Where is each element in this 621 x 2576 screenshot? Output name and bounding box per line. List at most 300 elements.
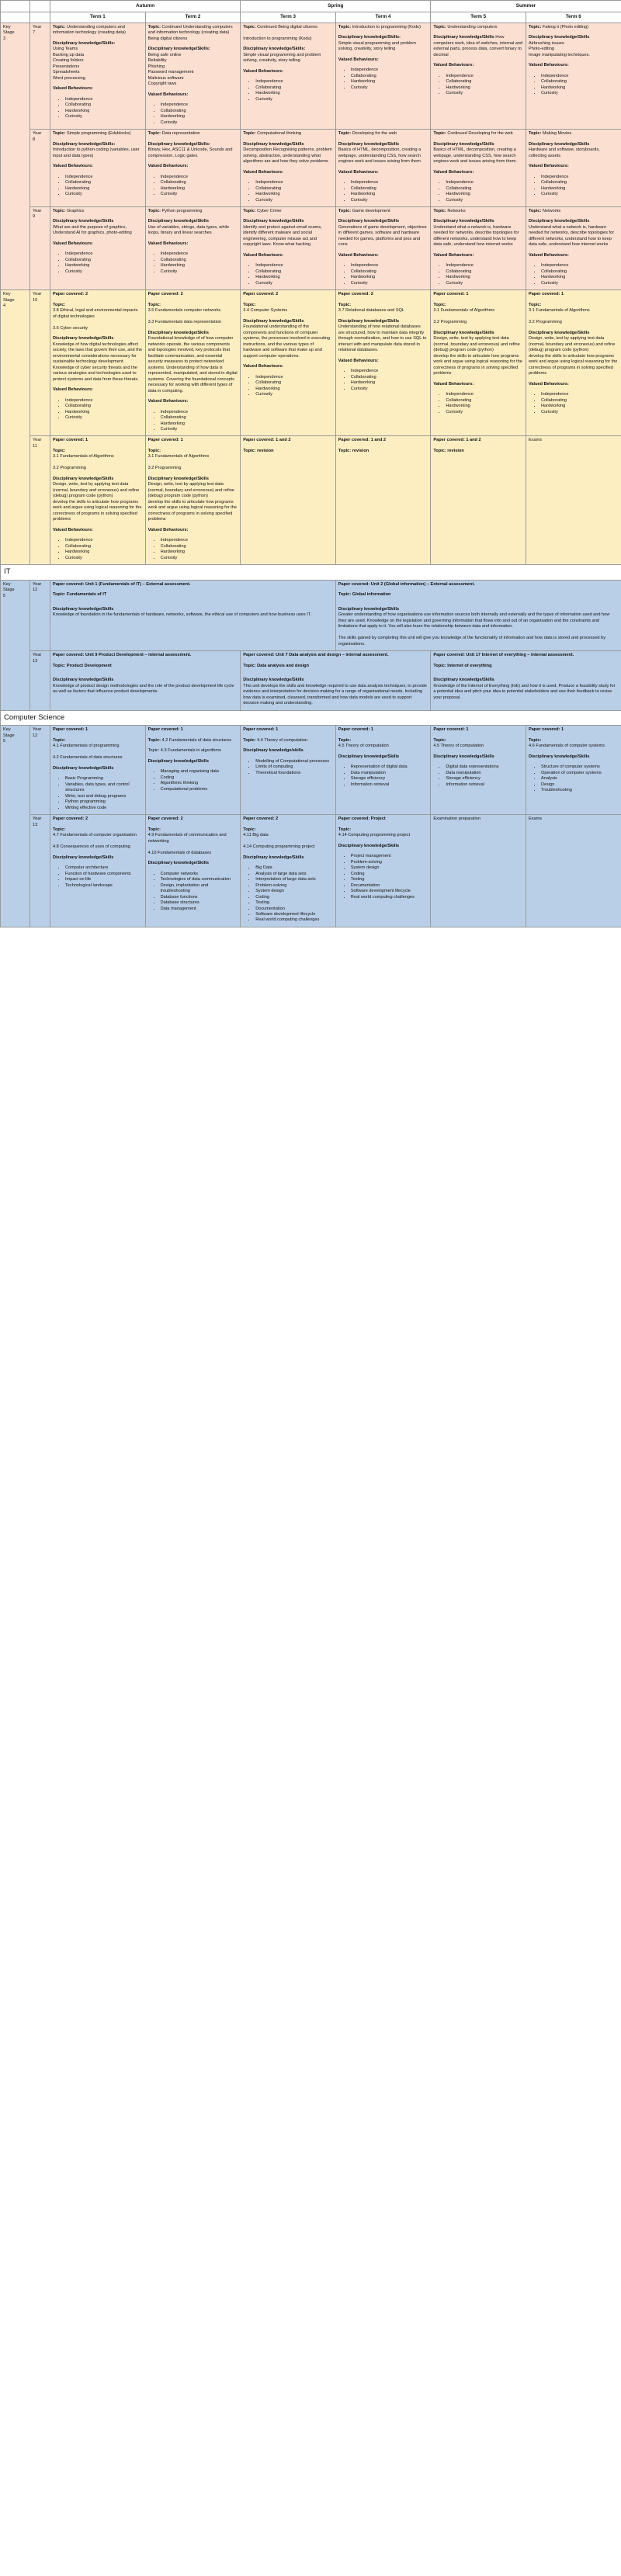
list-item: • Curiosity (161, 192, 238, 197)
skills-label: Disciplinary knowledge/Skills (433, 219, 494, 224)
list-item: • Testing (351, 877, 428, 882)
topic-block (53, 449, 143, 472)
list-item: • Independence (541, 392, 619, 397)
list-item: • Interpretation of large data sets (255, 877, 333, 882)
valued-behaviours-label: Valued Behaviours: (53, 241, 93, 246)
list-item: • Curiosity (65, 415, 143, 421)
topic-text: 3.1 Fundamentals of Algorithms 3.2 Programming (53, 454, 114, 471)
term-header-1: Term 1 (50, 12, 146, 23)
topic-block (148, 25, 238, 42)
skills-block (148, 219, 238, 236)
topic-label: Topic: (338, 737, 352, 743)
valued-behaviours-label: Valued Behaviours: (53, 527, 93, 532)
skills-label: Disciplinary knowledge/Skills: (243, 47, 306, 52)
valued-behaviours-list (338, 369, 428, 392)
list-item: • Hardworking (541, 275, 619, 280)
season-header-row (1, 1, 621, 12)
valued-behaviours-list (53, 251, 143, 275)
valued-behaviours-label: Valued Behaviours: (147, 241, 189, 246)
topic-block (148, 827, 238, 856)
topic-block (243, 303, 333, 314)
topic-block (338, 738, 428, 750)
list-item: • Operation of computer systems (541, 771, 619, 776)
list-item: • Design (541, 782, 619, 788)
skills-bullet-list (243, 759, 333, 776)
skills-block (338, 607, 619, 647)
list-item: • Basic Programming (65, 776, 143, 782)
valued-behaviours-label: Valued Behaviours: (243, 364, 284, 369)
list-item: • Writing effective code (65, 806, 143, 811)
list-item: • Collaborating (446, 79, 523, 85)
skills-block (243, 219, 333, 248)
list-item: • Curiosity (161, 427, 238, 432)
list-item: • Big Data (255, 865, 333, 871)
skills-block (53, 477, 143, 523)
list-item: • Real world computing challenges (255, 917, 333, 923)
skills-label: Disciplinary knowledge/Skills (53, 606, 114, 612)
list-item: • Collaborating (255, 186, 333, 192)
valued-behaviours-label: Valued Behaviours: (147, 399, 189, 404)
list-item: • Curiosity (541, 91, 619, 96)
list-item: • Curiosity (161, 269, 238, 275)
skills-label: Disciplinary knowledge/Skills (338, 318, 400, 324)
list-item: • Design, implantation and troubleshooting (161, 883, 238, 895)
valued-behaviours-label: Valued Behaviours: (338, 358, 379, 363)
list-item: • Collaborating (255, 269, 333, 275)
topic-label: Topic: (53, 827, 66, 832)
paper-covered-text: Paper covered: Unit 1 (Fundamentals of IT) – External assessment. (53, 581, 191, 587)
list-item: • Representation of digital data (351, 764, 428, 770)
skills-bullet-list (243, 865, 333, 924)
list-item: • Curiosity (351, 387, 428, 392)
paper-covered-text: Paper covered: 2 (147, 816, 183, 822)
row-year-13-cs (1, 815, 621, 927)
skills-text: Being safe online Reliability Phishing Password management Malicious software Copyright laws (147, 52, 194, 87)
skills-label: Disciplinary knowledge/Skills (147, 861, 209, 866)
paper-covered-text: Paper covered: 2 (53, 292, 88, 297)
term-header-3: Term 3 (241, 12, 336, 23)
list-item: • Curiosity (65, 556, 143, 561)
list-item: • Curiosity (541, 410, 619, 415)
list-item: • Curiosity (446, 198, 523, 203)
skills-bullet-list (148, 769, 238, 792)
topic-label: Topic: (147, 208, 161, 213)
skills-text: Using Teams Backing up data Creating folders Presentations Spreadsheets Word processing (53, 47, 85, 81)
topic-block (529, 131, 619, 137)
list-item: • Collaborating (161, 258, 238, 263)
skills-text: How computers work, idea of switches, internal and external parts, process data, convert binary to decimal (433, 35, 523, 57)
cell-year12cs-term4 (335, 726, 431, 815)
topic-text: Topic: Product Development (53, 663, 112, 668)
skills-text: Knowledge of foundation in the fundamentals of hardware, networks, software, the ethical use of computers and how business uses IT. (53, 612, 312, 618)
skills-label: Disciplinary knowledge/Skills: (147, 47, 210, 52)
header-spacer-stage-2 (1, 12, 30, 23)
cell-year13it-block1 (50, 651, 241, 710)
topic-block (243, 827, 333, 851)
topic-label: Topic: (528, 131, 542, 137)
skills-block (338, 319, 428, 354)
topic-text: Introduction to programming (Kodu) (352, 24, 422, 29)
topic-label: Topic: (147, 24, 161, 29)
topic-label: Topic: (243, 302, 256, 307)
list-item: • Hardworking (161, 263, 238, 269)
list-item: • Independence (541, 74, 619, 79)
valued-behaviours-list (529, 263, 619, 286)
list-item: • Hardworking (65, 186, 143, 192)
topic-text: Developing for the web (352, 131, 397, 137)
topic-block (53, 303, 143, 331)
skills-label: Disciplinary knowledge/Skills (243, 678, 304, 683)
topic-block (148, 449, 238, 472)
season-header-autumn: Autumn (50, 1, 241, 12)
valued-behaviours-label: Valued Behaviours: (243, 252, 284, 258)
list-item: • Coding (351, 872, 428, 877)
skills-text: Simple visual programming and problem solving, creativity, story telling (338, 40, 416, 52)
cell-year10-term2 (145, 290, 241, 436)
list-item: • Software development lifecycle (351, 889, 428, 894)
topic-block (338, 303, 428, 314)
topic-block (148, 738, 238, 744)
cell-year13cs-term2 (145, 815, 241, 927)
year-label-11: Year 11 (30, 436, 50, 565)
cell-year8-term3 (241, 130, 336, 207)
cell-year9-term6 (526, 206, 621, 289)
list-item: • Software development lifecycle (255, 912, 333, 917)
valued-behaviours-label: Valued Behaviours: (528, 164, 569, 169)
list-item: • Collaborating (351, 74, 428, 79)
list-item: • Structure of computer systems (541, 764, 619, 770)
list-item: • Collaborating (65, 404, 143, 409)
skills-label: Disciplinary knowledge/Skills (147, 219, 209, 224)
list-item: • Collaborating (541, 79, 619, 85)
list-item: • Independence (65, 398, 143, 404)
skills-block (433, 35, 523, 58)
paper-covered-text: Paper covered: 1 (243, 727, 279, 733)
banner-it: IT (1, 565, 621, 581)
list-item: • Hardworking (446, 192, 523, 197)
valued-behaviours-list (529, 392, 619, 415)
topic-text: Exams (528, 816, 543, 822)
topic-text: 4.14 Computing programming project (338, 833, 411, 838)
skills-label: Disciplinary knowledge/Skills (338, 843, 400, 848)
list-item: • Problem-solving (351, 860, 428, 865)
list-item: • Independence (541, 263, 619, 269)
skills-text: Design, write, test by applying test data (normal, boundary and erroneous) and refine (debug) program code (python) develop the skills to articulate how programs work and argue using logical reasoning for the correctness of programs in solving specified problems (433, 336, 522, 376)
topic-block (53, 209, 143, 214)
paper-covered-text: Paper covered: 1 (433, 727, 469, 733)
topic-block (338, 25, 428, 30)
cell-year7-term1 (50, 23, 146, 129)
list-item: • Collaborating (446, 186, 523, 192)
list-item: • Curiosity (255, 97, 333, 102)
topic-text: Networks (542, 208, 561, 213)
topic-block-2 (148, 748, 238, 754)
paper-covered-text: Paper covered: 2 (53, 816, 88, 822)
paper-covered-text: Paper covered: 1 and 2 (243, 438, 291, 443)
topic-text: 4.1 Fundamentals of programming 4.2 Fundamentals of data structures (53, 744, 123, 761)
list-item: • Algorithmic thinking (161, 781, 238, 786)
year-label-12-cs: Year 12 (30, 726, 50, 815)
list-item: • Hardworking (161, 550, 238, 555)
cell-year8-term1 (50, 130, 146, 207)
list-item: • Independence (255, 375, 333, 380)
paper-covered-text: Paper covered: 1 (338, 727, 373, 733)
list-item: • Documentation (255, 907, 333, 912)
list-item: • Hardworking (65, 550, 143, 555)
valued-behaviours-label: Valued Behaviours: (528, 381, 569, 387)
list-item: • Collaborating (65, 102, 143, 108)
list-item: • Hardworking (351, 79, 428, 85)
skills-text: Design, write, test by applying test data (normal, boundary and erroneous) and refine (debug) program code (python) develop the skills to articulate how programs work and argue using logical reasoning for the correctness of programs in solving specified problems (528, 336, 618, 376)
topic-text: Topic: revision (433, 448, 464, 453)
topic-block (433, 131, 523, 137)
cell-year12it-block2 (335, 580, 621, 650)
topic-label: Topic: (147, 131, 161, 137)
skills-block (243, 678, 428, 706)
skills-block (53, 41, 143, 81)
skills-block (148, 477, 238, 523)
list-item: • Modelling of Computational processes (255, 759, 333, 764)
topic-block (338, 827, 428, 839)
list-item: • Independence (161, 251, 238, 257)
cell-year10-term3 (241, 290, 336, 436)
cell-year12cs-term3 (241, 726, 336, 815)
topic-text: Cyber Crime (257, 208, 282, 213)
topic-label: Topic: (53, 208, 66, 213)
paper-covered-text: Paper covered: Unit 2 (Global information) – External assessment. (338, 581, 475, 587)
topic-text: 4.2 Fundamentals of data structures (160, 737, 232, 743)
valued-behaviours-label: Valued Behaviours: (338, 169, 379, 175)
list-item: • Independence (446, 180, 523, 185)
cell-year7-term3 (241, 23, 336, 129)
list-item: • Collaborating (161, 180, 238, 185)
list-item: • Curiosity (161, 120, 238, 126)
topic-block (433, 303, 523, 326)
paper-covered-text: Paper covered: Unit 9 Product Development – internal assessment. (53, 653, 192, 658)
skills-block (53, 142, 143, 159)
list-item: • Hardworking (541, 404, 619, 409)
valued-behaviours-list (243, 375, 333, 398)
topic-label-2: Topic: (147, 748, 160, 754)
list-item: • Collaborating (446, 269, 523, 275)
list-item: • Independence (255, 180, 333, 185)
skills-text: Foundational knowledge of of how computer networks operate, the various components and topologies involved, key protocols that facilitate communication, and essential security measures to protect networked systems. Understanding of how data is represented, manipulated, and stored in digital systems. Covering the foundational concepts necessary for working with different types of data in computing. (147, 336, 238, 394)
list-item: • Real world computing challenges (351, 895, 428, 900)
cell-year13cs-term1 (50, 815, 146, 927)
row-year-11 (1, 436, 621, 565)
stage-label-ks5-cs: Key Stage 5 (1, 726, 30, 927)
topic-text: 3.7 Relational databases and SQL (338, 308, 405, 314)
topic-block (338, 209, 428, 214)
cell-year10-term5 (431, 290, 526, 436)
topic-label: Topic: (147, 827, 161, 832)
term-header-2: Term 2 (145, 12, 241, 23)
list-item: • Independence (65, 175, 143, 180)
skills-text: Use of variables, strings, data types, while loops, binary and linear searches (147, 224, 230, 236)
topic-text: Faking it (Photo editing) (542, 24, 588, 29)
topic-label: Topic: (147, 448, 161, 453)
topic-block (338, 131, 428, 137)
topic-text: 4.6 Fundamentals of computer systems (528, 744, 605, 749)
cell-year9-term2 (145, 206, 241, 289)
valued-behaviours-label: Valued Behaviours: (147, 164, 189, 169)
topic-text: Simple programming (Edublocks) (66, 131, 131, 137)
skills-bullet-list (338, 764, 428, 788)
valued-behaviours-list (433, 180, 523, 203)
cell-year11-term4 (335, 436, 431, 565)
list-item: • Computer architecture (65, 865, 143, 871)
skills-label: Disciplinary knowledge/Skills (338, 754, 400, 759)
row-year-9 (1, 206, 621, 289)
list-item: • Curiosity (255, 281, 333, 286)
list-item: • Curiosity (446, 281, 523, 286)
topic-text: Computational thinking (257, 131, 302, 137)
term-header-row (1, 12, 621, 23)
skills-block (529, 219, 619, 248)
topic-block (148, 303, 238, 326)
skills-label: Disciplinary knowledge/Skills (338, 219, 400, 224)
skills-text: Design, write, test by applying test data (normal, boundary and erroneous) and refine (debug) program code (python) develop the skills to articulate how programs work and argue using logical reasoning for the correctness of programs in solving specified problems (147, 482, 238, 522)
topic-label: Topic: (528, 24, 542, 29)
exams-text: Exams (528, 438, 543, 443)
topic-label: Topic: (433, 302, 446, 307)
topic-text: 4.11 Big data 4.14 Computing programming project (243, 833, 315, 850)
list-item: • Hardworking (255, 387, 333, 392)
list-item: • Technologies of data communication (161, 877, 238, 882)
list-item: • Collaborating (255, 85, 333, 91)
list-item: • Hardworking (255, 275, 333, 280)
skills-text: Hardware and software, storyboards, collecting assets (528, 147, 600, 158)
list-item: • Independence (65, 97, 143, 102)
skills-label: Disciplinary knowledge/Skills (53, 855, 114, 860)
topic-text: 4.4 Theory of computation (255, 737, 308, 743)
stage-label-ks4: Key Stage 4 (1, 290, 30, 565)
topic-text: Understanding computers and information technology (creating data) (53, 24, 126, 36)
skills-text: Simple visual programming and problem solving, creativity, story telling (243, 52, 321, 64)
topic-text: Continued Being digital citizens Introduction to programming (Kodu) (243, 24, 317, 41)
valued-behaviours-label: Valued Behaviours: (338, 57, 379, 62)
list-item: • Curiosity (446, 91, 523, 96)
list-item: • Hardworking (541, 186, 619, 192)
banner-cs: Computer Science (1, 710, 621, 726)
cell-year13cs-term4 (335, 815, 431, 927)
topic-block (243, 25, 333, 42)
valued-behaviours-list (53, 97, 143, 120)
list-item: • Hardworking (351, 380, 428, 386)
topic-block (243, 738, 333, 744)
list-item: • Independence (255, 79, 333, 85)
skills-block (529, 142, 619, 159)
list-item: • Hardworking (65, 410, 143, 415)
topic-text: 3.1 Fundamentals of Algorithms 3.2 Programming (147, 454, 210, 471)
cell-year13cs-term5 (431, 815, 526, 927)
skills-label: Disciplinary knowledge/Skills (433, 678, 494, 683)
list-item: • Collaborating (541, 269, 619, 275)
skills-text: Binary, Hex, ASC11 & Unicode, Sounds and compression, Logic gates. (147, 147, 233, 158)
row-year-12-it (1, 580, 621, 650)
list-item: • Collaborating (351, 375, 428, 380)
list-item: • Curiosity (65, 192, 143, 197)
cell-year12cs-term2 (145, 726, 241, 815)
list-item: • Write, test and debug programs (65, 794, 143, 799)
skills-label: Disciplinary knowledge/Skills (243, 141, 304, 147)
skills-label: Disciplinary knowledge/Skills (433, 754, 494, 759)
skills-label: Disciplinary knowledge/Skills (147, 330, 209, 335)
list-item: • Hardworking (446, 85, 523, 91)
year-label-9: Year 9 (30, 206, 50, 289)
skills-label: Disciplinary knowledge/Skills (53, 476, 114, 481)
list-item: • Curiosity (161, 556, 238, 561)
valued-behaviours-label: Valued Behaviours: (243, 169, 284, 175)
list-item: • Hardworking (255, 192, 333, 197)
topic-text: 3.8 Ethical, legal and environmental impacts of digital technologies 3.6 Cyber security (53, 308, 138, 331)
topic-block (433, 25, 523, 30)
list-item: • Information retrieval (351, 782, 428, 788)
term-header-5: Term 5 (431, 12, 526, 23)
list-item: • Collaborating (541, 398, 619, 404)
skills-bullet-list (148, 872, 238, 912)
skills-block (338, 35, 428, 52)
row-year-12-cs (1, 726, 621, 815)
skills-block (148, 142, 238, 159)
skills-text: Understanding of how relational databases are structured, how to maintain data integrity through normalization, and how to use SQL to interact with and manipulate data stored in relational databases. (338, 324, 427, 353)
topic-label: Topic: (433, 131, 446, 137)
topic-label: Topic: (243, 827, 256, 832)
topic-text: Understanding computers (447, 24, 498, 29)
skills-block (53, 336, 143, 383)
list-item: • Database functions (161, 895, 238, 900)
list-item: • Independence (161, 102, 238, 108)
paper-covered-text: Paper covered: 1 (528, 727, 564, 733)
list-item: • Independence (65, 538, 143, 543)
list-item: • Independence (446, 392, 523, 397)
valued-behaviours-list (433, 263, 523, 286)
skills-bullet-list (53, 776, 143, 811)
topic-label: Topic: (338, 24, 352, 29)
topic-label: Topic: (433, 737, 446, 743)
topic-text: Making Movies (542, 131, 572, 137)
topic-block (53, 131, 143, 137)
banner-row-it (1, 565, 621, 581)
topic-block (53, 738, 143, 761)
list-item: • Collaborating (65, 180, 143, 185)
skills-label: Disciplinary knowledge/Skills (338, 606, 400, 612)
list-item: • Data manipulation (351, 771, 428, 776)
valued-behaviours-list (243, 263, 333, 286)
list-item: • Independence (446, 263, 523, 269)
skills-label: Disciplinary knowledge/Skills (53, 219, 114, 224)
list-item: • Independence (351, 180, 428, 185)
cell-year11-term1 (50, 436, 146, 565)
skills-label: Disciplinary knowledge/Skills (147, 476, 209, 481)
skills-text: Understand what a network is, hardware needed for networks, describe topologies for different networks, understand how to keep data safe, understand how internet works (528, 224, 615, 248)
topic-text: Game development (352, 208, 390, 213)
list-item: • Independence (161, 538, 238, 543)
paper-covered-text: Paper covered: Unit 7 Data analysis and design – internal assessment. (243, 653, 389, 658)
list-item: • Curiosity (351, 198, 428, 203)
paper-covered-text: Paper covered: 2 (243, 292, 279, 297)
list-item: • Independence (351, 68, 428, 73)
paper-covered-text: Paper covered: 1 and 2 (433, 438, 481, 443)
skills-label: Disciplinary knowledge/Skills (433, 141, 494, 147)
topic-label: Topic: (338, 131, 352, 137)
paper-covered-text: Paper covered: 1 (147, 727, 183, 733)
topic-label: Topic: (433, 24, 446, 29)
skills-label: Disciplinary knowledge/Skills: (338, 35, 401, 40)
cell-year9-term4 (335, 206, 431, 289)
valued-behaviours-list (148, 175, 238, 198)
list-item: • Collaborating (351, 269, 428, 275)
